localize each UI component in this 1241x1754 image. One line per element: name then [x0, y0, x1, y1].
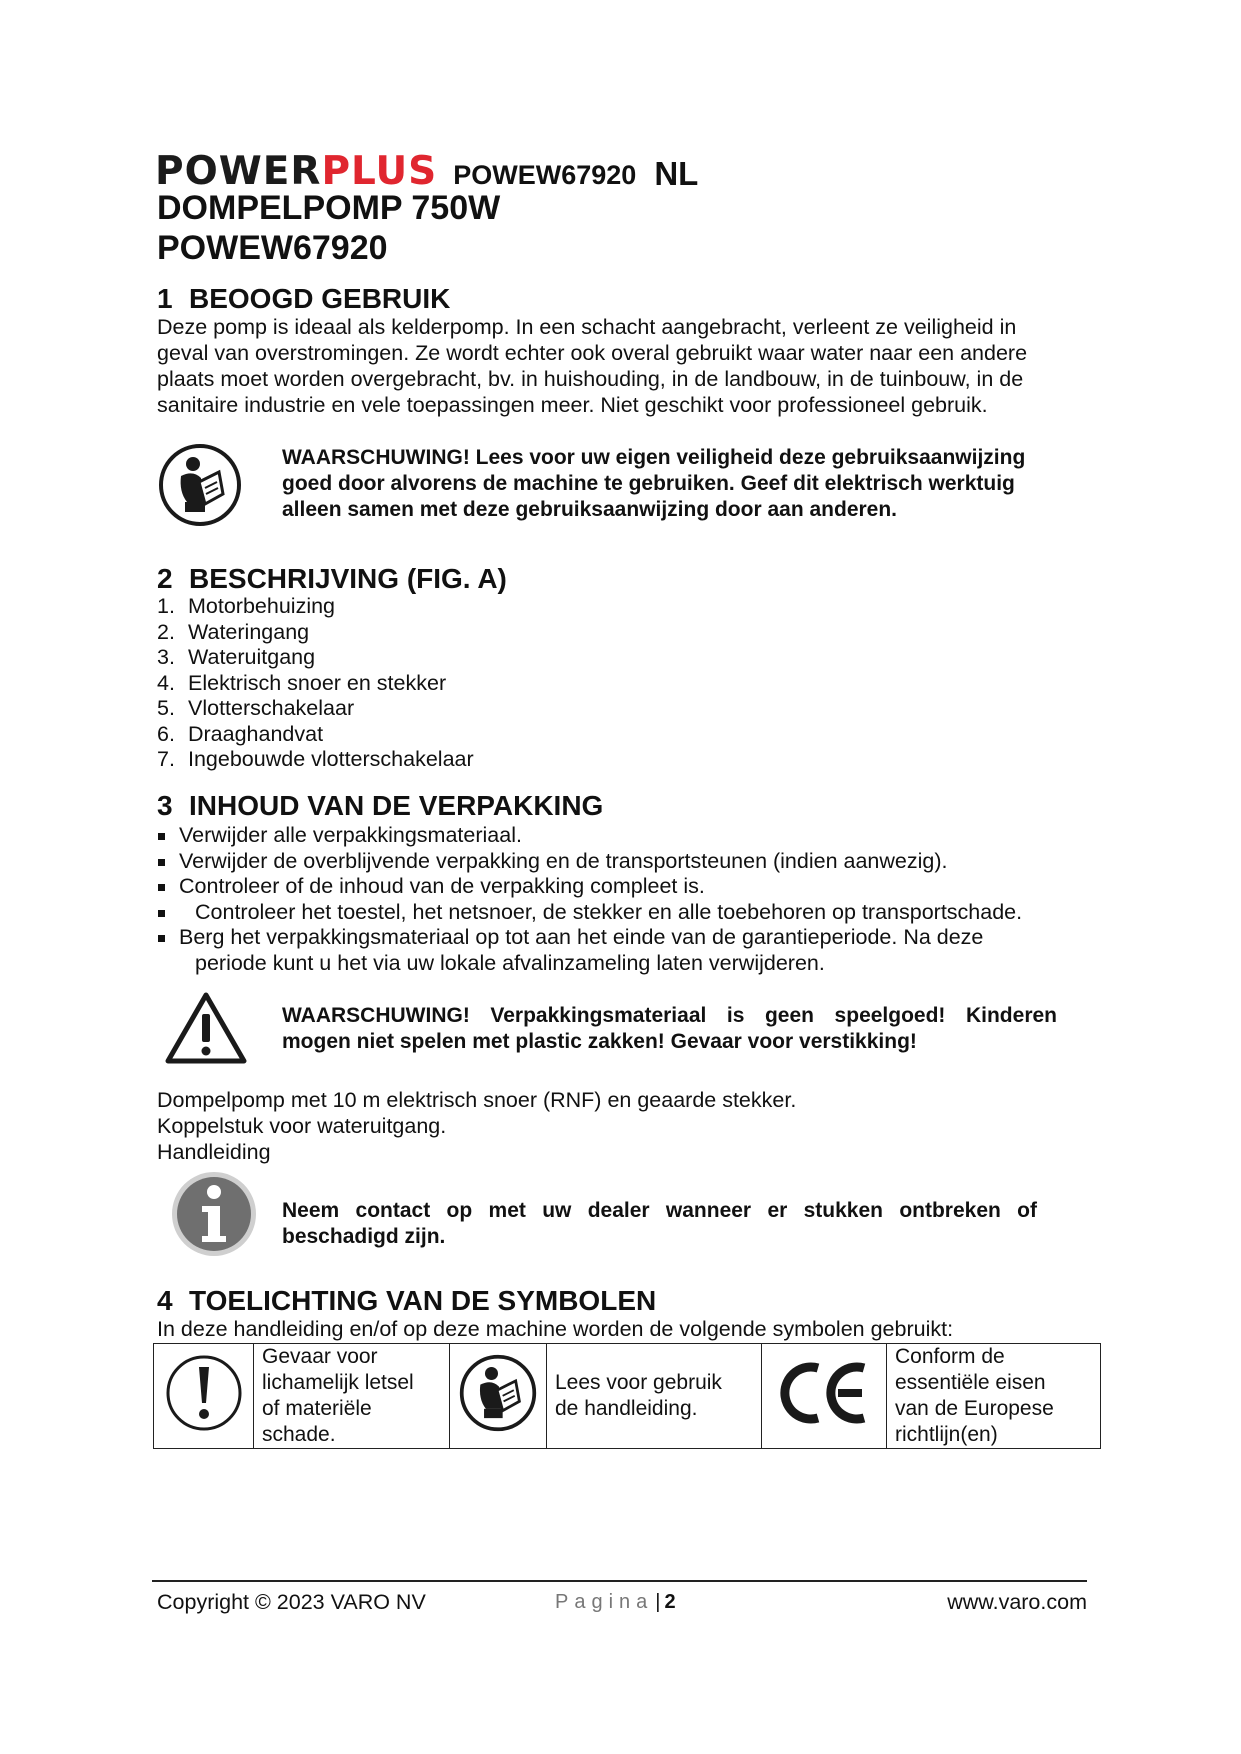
symbols-intro: In deze handleiding en/of op deze machine worden de volgende symbolen gebruikt: — [157, 1317, 954, 1341]
list-item-continuation: periode kunt u het via uw lokale afvalinzameling laten verwijderen. — [195, 950, 825, 975]
page-indicator: Pagina | 2 — [555, 1591, 676, 1613]
product-title: DOMPELPOMP 750W — [157, 189, 501, 227]
table-cell: Gevaar voor lichamelijk letsel of materiële schade. — [254, 1344, 450, 1449]
list-item: Verwijder de overblijvende verpakking en de transportsteunen (indien aanwezig). — [157, 849, 1022, 875]
warning-triangle-icon — [164, 990, 248, 1066]
read-manual-icon — [458, 1353, 538, 1433]
list-item: Controleer het toestel, het netsnoer, de stekker en alle toebehoren op transportschade. — [157, 900, 1022, 926]
header — [155, 147, 699, 194]
package-contents: Dompelpomp met 10 m elektrisch snoer (RNF) en geaarde stekker. Koppelstuk voor wateruitgang. Handleiding — [157, 1088, 797, 1164]
table-cell: Lees voor gebruik de handleiding. — [547, 1344, 762, 1449]
brand-logo: POWERPLUS — [155, 149, 438, 194]
packaging-bullets — [157, 823, 1022, 976]
list-item: 1. Motorbehuizing — [157, 594, 336, 618]
table-cell — [450, 1344, 547, 1449]
section-2-heading: 2 BESCHRIJVING (FIG. A) — [157, 563, 507, 594]
section-3-heading: 3 INHOUD VAN DE VERPAKKING — [157, 790, 604, 821]
list-item: Verwijder alle verpakkingsmateriaal. — [157, 823, 1022, 849]
ce-mark-icon — [776, 1358, 872, 1428]
section-1-heading: 1 BEOOGD GEBRUIK — [157, 283, 451, 314]
footer-divider — [152, 1580, 1087, 1582]
list-item: Berg het verpakkingsmateriaal op tot aan het einde van de garantieperiode. Na deze — [157, 925, 1022, 951]
exclamation-circle-icon — [164, 1353, 244, 1433]
list-item: 6. Draaghandvat — [157, 721, 324, 746]
copyright-text: Copyright © 2023 VARO NV — [157, 1590, 426, 1614]
page-number: 2 — [664, 1591, 676, 1613]
table-cell — [762, 1344, 887, 1449]
section-3-warning: WAARSCHUWING! Verpakkingsmateriaal is geen speelgoed! Kinderen mogen niet spelen met plastic zakken! Gevaar voor verstikking! — [282, 1004, 1057, 1053]
list-item: 3. Wateruitgang — [157, 645, 316, 669]
table-row — [154, 1344, 1101, 1449]
list-item: 7. Ingebouwde vlotterschakelaar — [157, 747, 474, 771]
product-model-title: POWEW67920 — [157, 229, 388, 267]
language-code: NL — [654, 155, 699, 192]
section-1-text: Deze pomp is ideaal als kelderpomp. In een schacht aangebracht, verleent ze veiligheid in geval van overstromingen. Ze wordt echter ook overal gebruikt waar water naar een andere plaats moet worden overgebracht, bv. in huishouding, in de landbouw, in de tuinbouw, in de sanitaire industrie en vele toepassingen meer. Niet geschikt voor professioneel gebruik. — [157, 315, 1028, 417]
parts-list — [157, 594, 474, 773]
section-1-warning: WAARSCHUWING! Lees voor uw eigen veiligheid deze gebruiksaanwijzing goed door alvorens de machine te gebruiken. Geef dit elektrisch werktuig alleen samen met deze gebruiksaanwijzing door aan anderen. — [282, 446, 1026, 521]
table-cell — [154, 1344, 254, 1449]
website-link[interactable]: www.varo.com — [947, 1590, 1087, 1614]
missing-parts-note: Neem contact op met uw dealer wanneer er stukken ontbreken of beschadigd zijn. — [282, 1199, 1037, 1248]
list-item: 4. Elektrisch snoer en stekker — [157, 670, 447, 695]
info-icon — [170, 1170, 258, 1258]
read-manual-icon — [157, 442, 243, 528]
symbols-table — [153, 1343, 1101, 1449]
list-item: 2. Wateringang — [157, 619, 310, 644]
model-code: POWEW67920 — [453, 160, 637, 190]
list-item: Controleer of de inhoud van de verpakking compleet is. — [157, 874, 1022, 900]
table-cell: Conform de essentiële eisen van de Europese richtlijn(en) — [887, 1344, 1101, 1449]
section-4-heading: 4 TOELICHTING VAN DE SYMBOLEN — [157, 1285, 657, 1316]
list-item: 5. Vlotterschakelaar — [157, 696, 355, 720]
